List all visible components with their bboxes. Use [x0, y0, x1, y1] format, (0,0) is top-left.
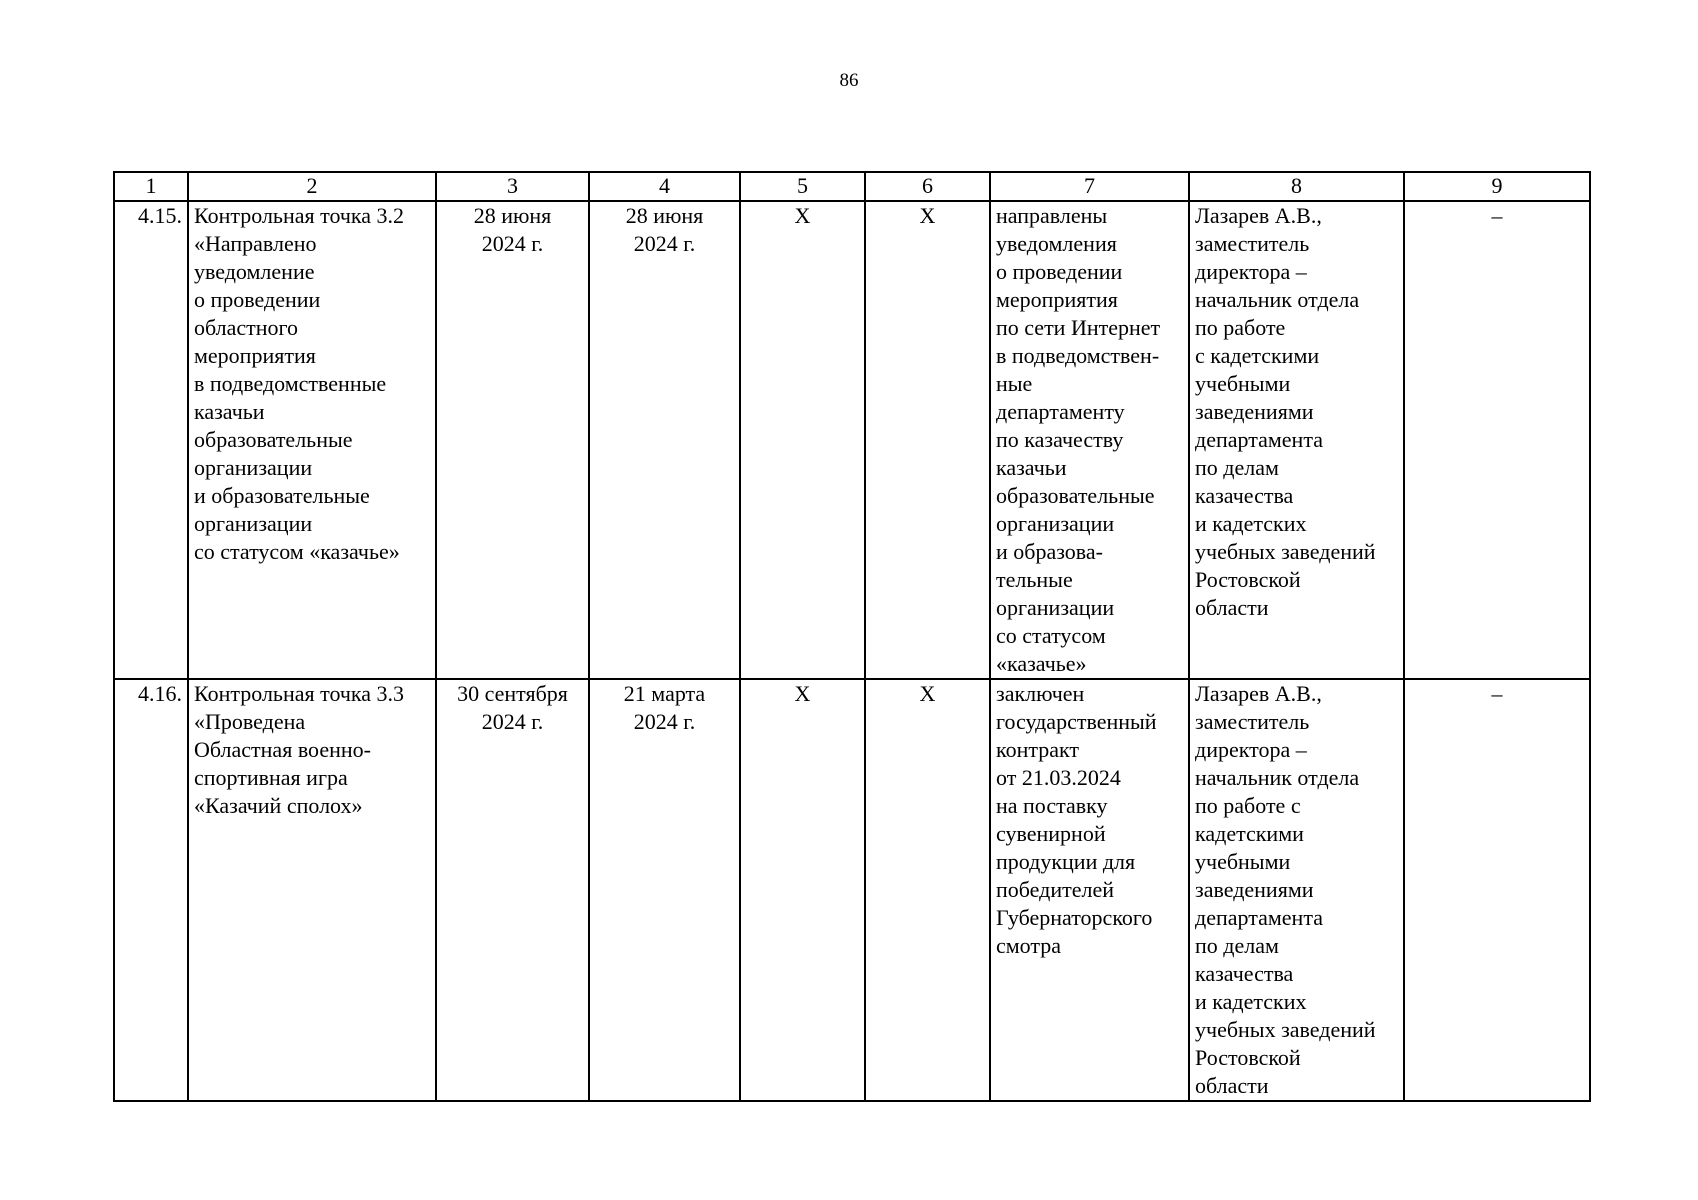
planned-date-cell: 28 июня 2024 г.	[436, 201, 589, 679]
column-6-cell: X	[865, 201, 990, 679]
event-name-cell: Контрольная точка 3.3 «Проведена Областная военно- спортивная игра «Казачий сполох»	[188, 679, 436, 1101]
actual-date-cell: 28 июня 2024 г.	[589, 201, 740, 679]
table-row	[114, 201, 1590, 679]
column-header-7: 7	[990, 172, 1189, 201]
column-9-cell: –	[1404, 201, 1590, 679]
table-row	[114, 679, 1590, 1101]
column-header-2: 2	[188, 172, 436, 201]
responsible-cell: Лазарев А.В., заместитель директора – начальник отдела по работе с кадетскими учебными заведениями департамента по делам казачества и кадетских учебных заведений Ростовской области	[1189, 679, 1404, 1101]
result-cell: направлены уведомления о проведении мероприятия по сети Интернет в подведомствен- ные департаменту по казачеству казачьи образовательные организации и образова- тельные организации со статусом «казачье»	[990, 201, 1189, 679]
column-6-cell: X	[865, 679, 990, 1101]
actual-date-cell: 21 марта 2024 г.	[589, 679, 740, 1101]
column-header-3: 3	[436, 172, 589, 201]
column-header-1: 1	[114, 172, 188, 201]
column-header-9: 9	[1404, 172, 1590, 201]
column-header-6: 6	[865, 172, 990, 201]
result-cell: заключен государственный контракт от 21.03.2024 на поставку сувенирной продукции для победителей Губернаторского смотра	[990, 679, 1189, 1101]
column-header-4: 4	[589, 172, 740, 201]
responsible-cell: Лазарев А.В., заместитель директора – начальник отдела по работе с кадетскими учебными заведениями департамента по делам казачества и кадетских учебных заведений Ростовской области	[1189, 201, 1404, 679]
header-row	[114, 172, 1590, 201]
implementation-plan-table	[113, 171, 1591, 1102]
column-header-8: 8	[1189, 172, 1404, 201]
column-9-cell: –	[1404, 679, 1590, 1101]
page-number: 86	[839, 70, 859, 91]
row-number-cell: 4.16.	[114, 679, 188, 1101]
row-number-cell: 4.15.	[114, 201, 188, 679]
column-header-5: 5	[740, 172, 865, 201]
event-name-cell: Контрольная точка 3.2 «Направлено уведомление о проведении областного мероприятия в подведомственные казачьи образовательные организации и образовательные организации со статусом «казачье»	[188, 201, 436, 679]
planned-date-cell: 30 сентября 2024 г.	[436, 679, 589, 1101]
column-5-cell: X	[740, 201, 865, 679]
column-5-cell: X	[740, 679, 865, 1101]
